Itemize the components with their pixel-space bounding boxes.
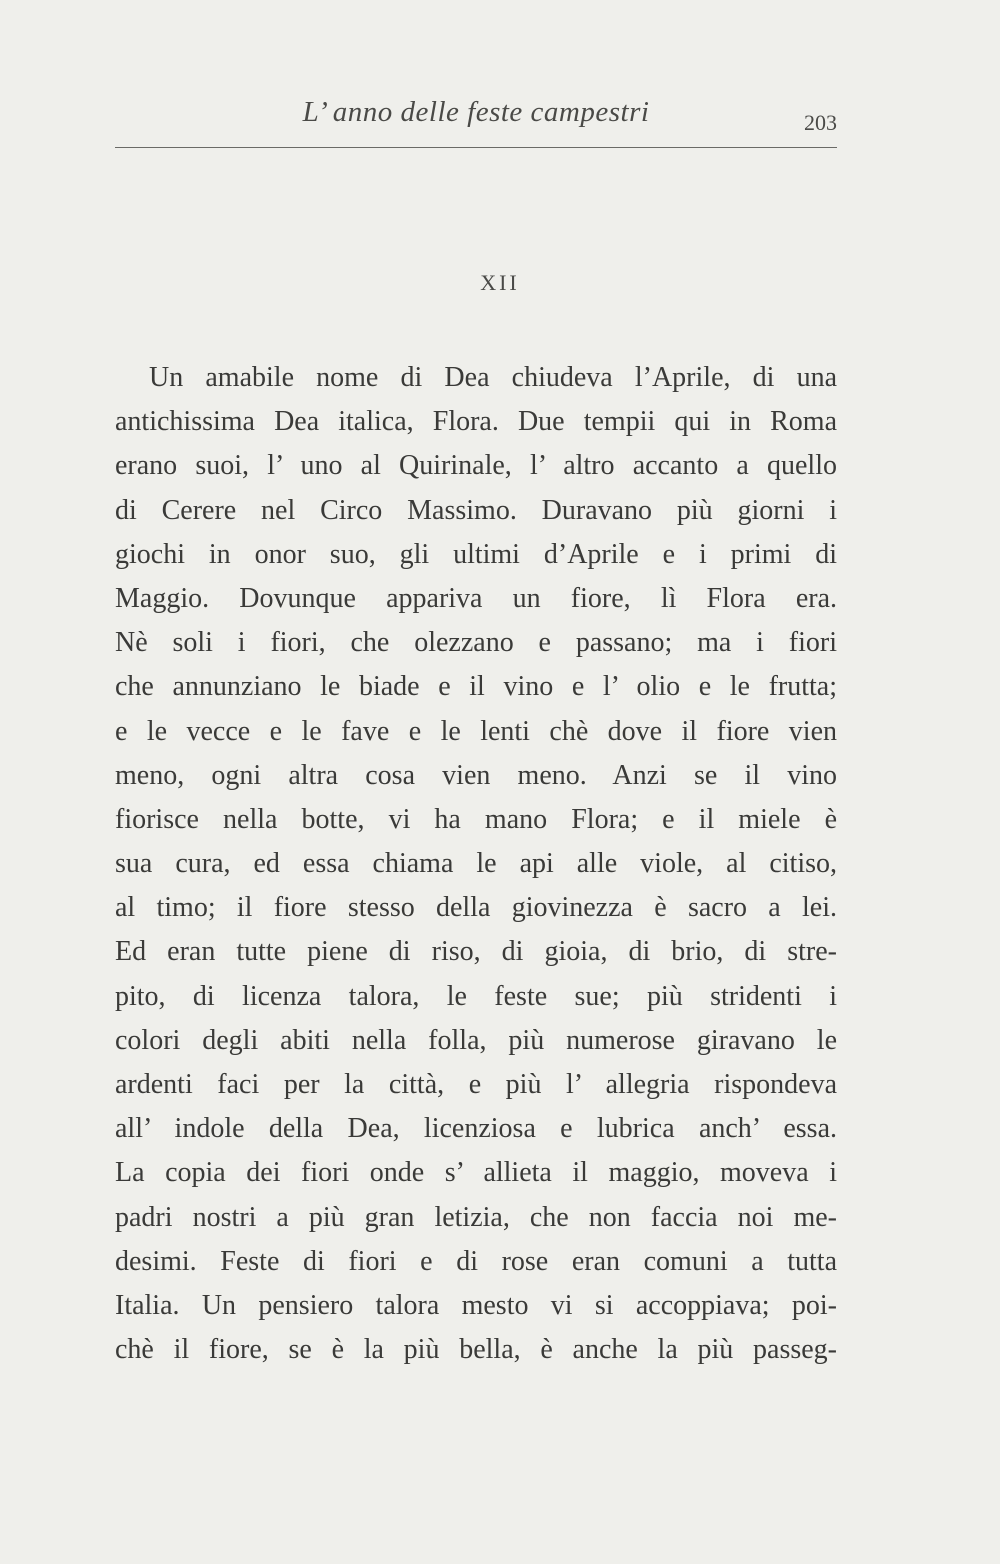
running-header: [115, 96, 837, 150]
text-line: colori degli abiti nella folla, più numerose giravano le: [115, 1024, 837, 1056]
text-line: Un amabile nome di Dea chiudeva l’Aprile, di una: [149, 362, 837, 393]
body-text: [115, 356, 837, 1372]
text-line: La copia dei fiori onde s’ allieta il maggio, moveva i: [115, 1157, 837, 1189]
page-number: 203: [804, 110, 837, 135]
text-line: chè il fiore, se è la più bella, è anche la più passeg-: [115, 1334, 837, 1366]
text-line: ardenti faci per la città, e più l’ allegria rispondeva: [115, 1069, 837, 1100]
text-line: Maggio. Dovunque appariva un fiore, lì Flora era.: [115, 582, 837, 614]
text-line: giochi in onor suo, gli ultimi d’Aprile e i primi di: [115, 538, 837, 570]
text-line: fiorisce nella botte, vi ha mano Flora; e il miele è: [115, 803, 837, 835]
text-line: Ed eran tutte piene di riso, di gioia, di brio, di stre-: [115, 936, 837, 968]
text-line: meno, ogni altra cosa vien meno. Anzi se il vino: [115, 759, 837, 791]
text-line: di Cerere nel Circo Massimo. Duravano più giorni i: [115, 494, 837, 526]
text-line: e le vecce e le fave e le lenti chè dove il fiore vien: [115, 715, 837, 747]
text-line: al timo; il fiore stesso della giovinezza è sacro a lei.: [115, 892, 837, 924]
running-title: L’ anno delle feste campestri: [302, 96, 650, 128]
text-line: pito, di licenza talora, le feste sue; più stridenti i: [115, 980, 837, 1012]
text-line: desimi. Feste di fiori e di rose eran comuni a tutta: [115, 1245, 837, 1277]
text-line: Nè soli i fiori, che olezzano e passano; ma i fiori: [115, 627, 837, 659]
text-line: che annunziano le biade e il vino e l’ olio e le frutta;: [115, 671, 837, 703]
text-line: padri nostri a più gran letizia, che non faccia noi me-: [115, 1201, 837, 1233]
text-line: sua cura, ed essa chiama le api alle viole, al citiso,: [115, 848, 837, 880]
header-rule: [115, 147, 837, 148]
text-line: Italia. Un pensiero talora mesto vi si accoppiava; poi-: [115, 1289, 837, 1321]
text-line: erano suoi, l’ uno al Quirinale, l’ altro accanto a quello: [115, 450, 837, 482]
text-line: all’ indole della Dea, licenziosa e lubrica anch’ essa.: [115, 1113, 837, 1145]
text-line: antichissima Dea italica, Flora. Due tempii qui in Roma: [115, 406, 837, 438]
chapter-heading: XII: [480, 270, 520, 295]
